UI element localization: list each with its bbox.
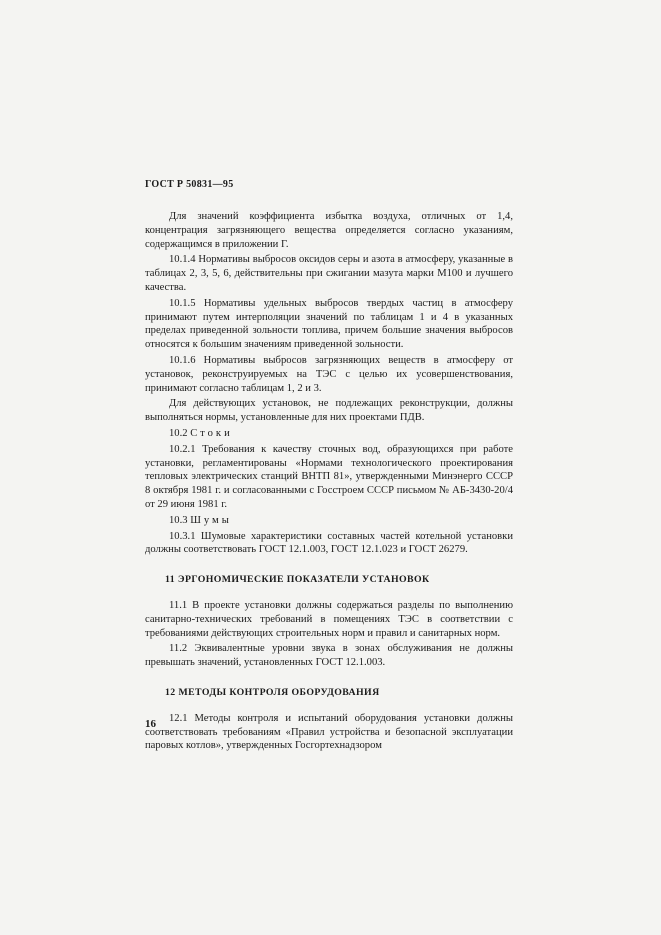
subsection-number: 10.2 [169, 427, 188, 439]
subsection-10-2-heading [145, 427, 513, 441]
paragraph-10-1-4: 10.1.4 Нормативы выбросов оксидов серы и азота в атмосферу, указанные в таблицах 2, 3, 5, 6, действительны при сжигании мазута марки М100 и лучшего качества. [145, 254, 513, 293]
paragraph-12-1: 12.1 Методы контроля и испытаний оборудования установки должны соответствовать требованиям «Правил устройства и безопасной эксплуатации паровых котлов», утвержденных Госгортехнадзором [145, 712, 513, 752]
paragraph-10-1-6: 10.1.6 Нормативы выбросов загрязняющих веществ в атмосферу от установок, реконструируемых на ТЭС с целью их усовершенствования, принимают согласно таблицам 1, 2 и 3. [145, 354, 513, 394]
page-header: ГОСТ Р 50831—95 [145, 179, 234, 190]
paragraph: Для значений коэффициента избытка воздуха, отличных от 1,4, концентрация загрязняющего вещества определяется согласно указаниям, содержащимся в приложении Г. [145, 211, 513, 250]
paragraph-10-1-5: 10.1.5 Нормативы удельных выбросов твердых частиц в атмосферу принимают путем интерполяции значений по таблицам 1 и 4 в указанных пределах приведенной зольности топлива, причем большие значения выбросов относятся к большим значениям приведенной зольности. [145, 297, 513, 351]
document-body [145, 210, 513, 755]
section-11-heading: 11 ЭРГОНОМИЧЕСКИЕ ПОКАЗАТЕЛИ УСТАНОВОК [165, 574, 430, 586]
paragraph-11-1: 11.1 В проекте установки должны содержаться разделы по выполнению санитарно-технических требований в помещениях ТЭС в соответствии с требованиями действующих строительных норм и правил и санитарных норм. [145, 599, 513, 639]
subsection-10-3-heading [145, 514, 513, 528]
subsection-number: 10.3 [169, 514, 188, 526]
subsection-title: Стоки [190, 427, 233, 439]
paragraph: Для действующих установок, не подлежащих реконструкции, должны выполняться нормы, установленные для них проектами ПДВ. [145, 398, 513, 424]
paragraph-10-2-1: 10.2.1 Требования к качеству сточных вод, образующихся при работе установки, регламентированы «Нормами технологического проектирования тепловых электрических станций ВНТП 81», утвержденными Минэнерго СССР 8 октября 1981 г. и согласованными с Госстроем СССР письмом № АБ-3430-20/4 от 29 июня 1981 г. [145, 443, 513, 510]
subsection-title: Шумы [190, 514, 232, 526]
paragraph-10-3-1: 10.3.1 Шумовые характеристики составных частей котельной установки должны соответствовать ГОСТ 12.1.003, ГОСТ 12.1.023 и ГОСТ 26279. [145, 530, 513, 556]
paragraph-11-2: 11.2 Эквивалентные уровни звука в зонах обслуживания не должны превышать значений, установленных ГОСТ 12.1.003. [145, 643, 513, 669]
section-12-heading: 12 МЕТОДЫ КОНТРОЛЯ ОБОРУДОВАНИЯ [165, 686, 380, 698]
page-number: 16 [145, 718, 156, 730]
